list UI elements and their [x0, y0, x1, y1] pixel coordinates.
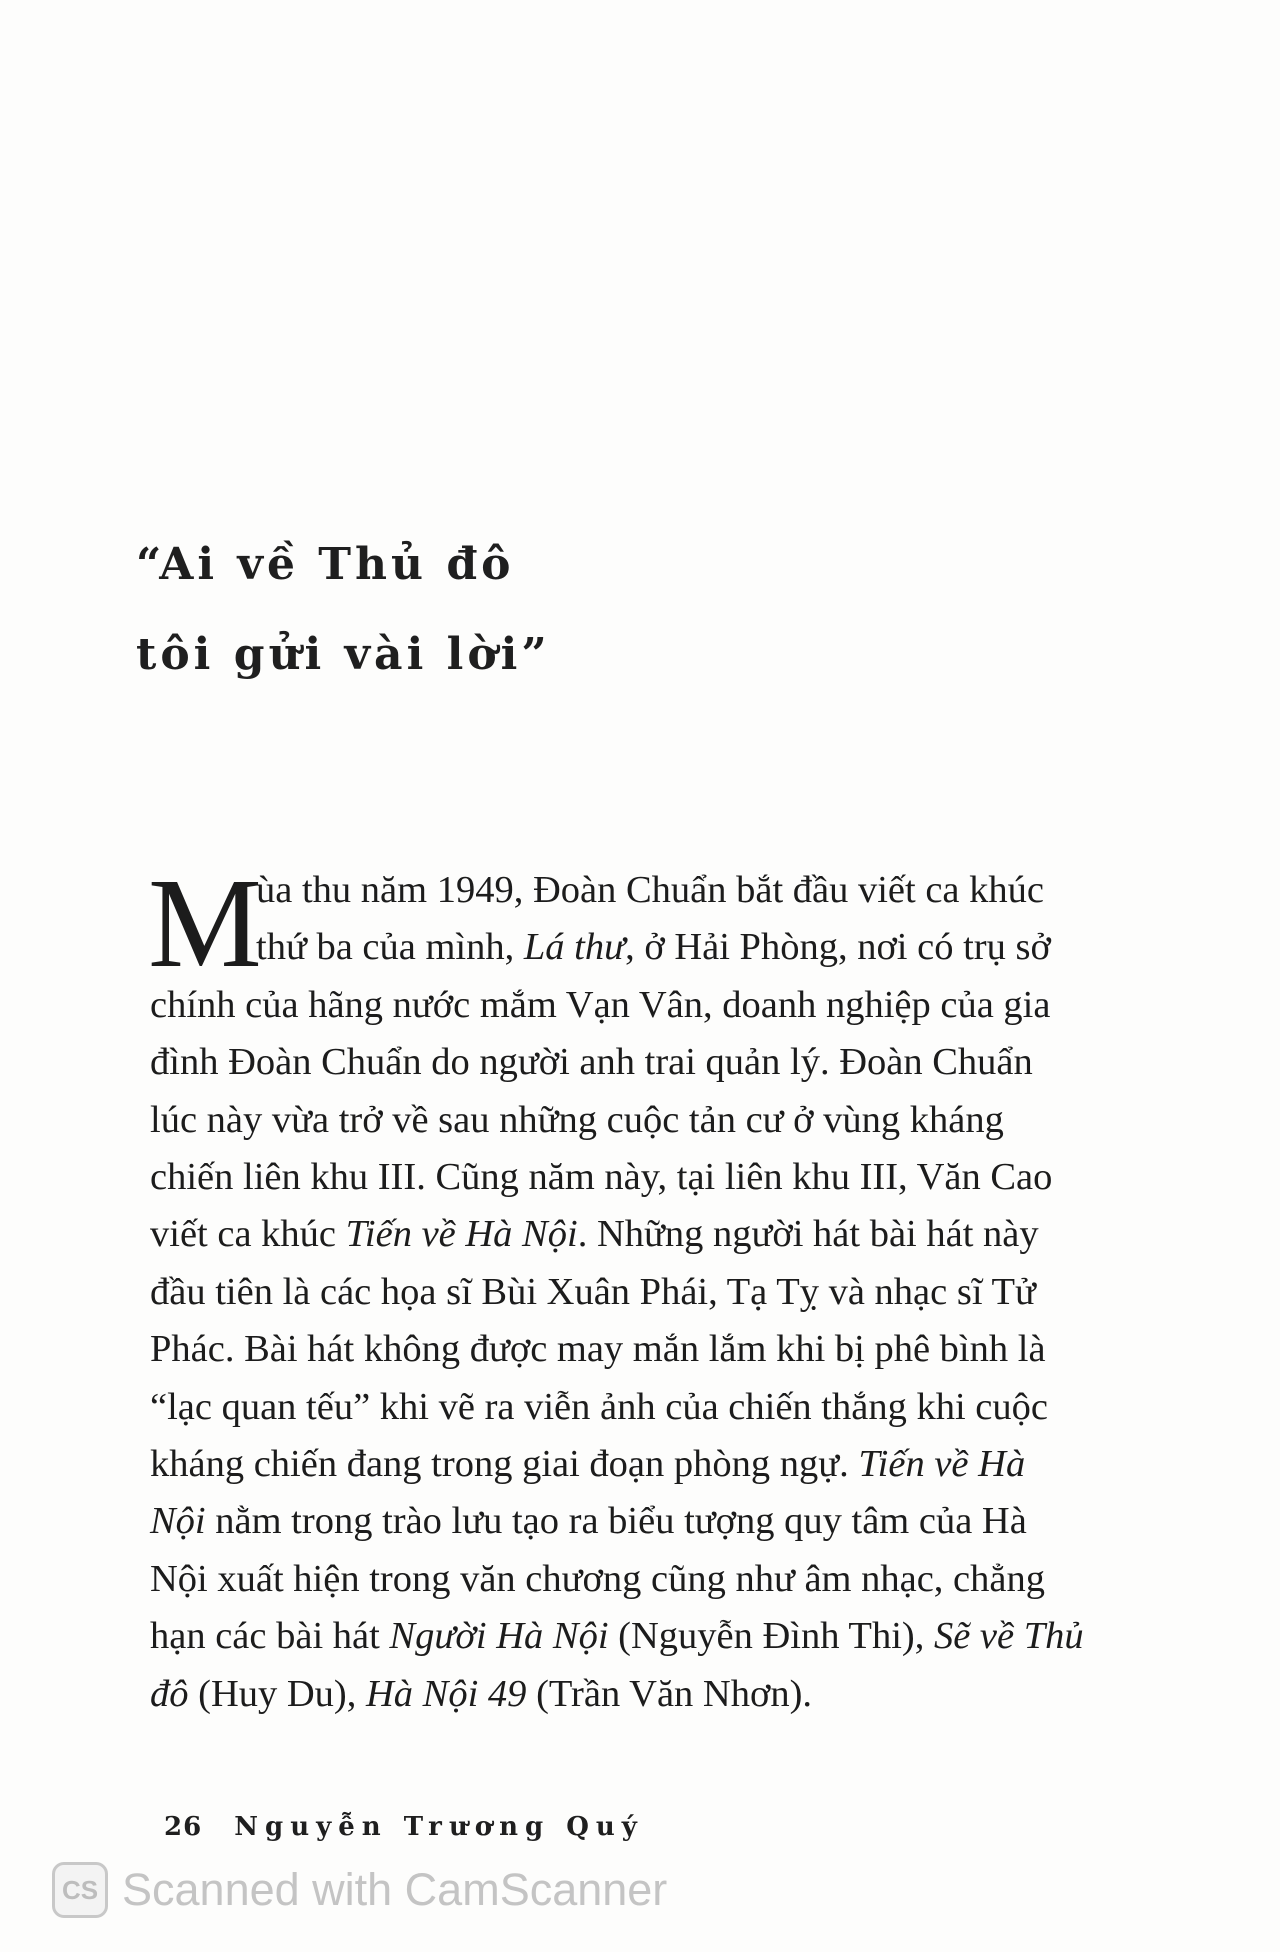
song-title-se-ve-thu-do-b: đô [150, 1672, 189, 1715]
body-line-6: chiến liên khu III. Cũng năm này, tại liên khu III, Văn Cao [150, 1156, 1053, 1199]
song-title-ha-noi-49: Hà Nội 49 [366, 1672, 527, 1715]
body-line-11: kháng chiến đang trong giai đoạn phòng ngự. Tiến về Hà [150, 1443, 1026, 1486]
camscanner-logo-icon: CS [52, 1862, 108, 1918]
author-name: Nguyễn Trương Quý [234, 1812, 644, 1842]
song-title-tien-ve-ha-noi: Tiến về Hà Nội [345, 1213, 578, 1256]
page-footer [164, 1812, 644, 1842]
page-number: 26 [164, 1812, 203, 1842]
song-title-se-ve-thu-do-a: Sẽ về Thủ [933, 1615, 1084, 1658]
song-title-tien-ve-ha-noi-2b: Nội [150, 1500, 206, 1543]
body-line-2: thứ ba của mình, Lá thư, ở Hải Phòng, nơi có trụ sở [256, 926, 1051, 969]
body-line-13: Nội xuất hiện trong văn chương cũng như âm nhạc, chẳng [150, 1557, 1045, 1600]
body-line-12: Nội nằm trong trào lưu tạo ra biểu tượng quy tâm của Hà [150, 1500, 1027, 1543]
drop-cap: M [148, 852, 262, 994]
chapter-title-line-1: “Ai về Thủ đô [136, 539, 515, 590]
body-line-14: hạn các bài hát Người Hà Nội (Nguyễn Đình Thi), Sẽ về Thủ [150, 1615, 1084, 1658]
body-line-15: đô (Huy Du), Hà Nội 49 (Trần Văn Nhơn). [150, 1672, 813, 1715]
body-line-7: viết ca khúc Tiến về Hà Nội. Những người hát bài hát này [150, 1213, 1039, 1256]
song-title-tien-ve-ha-noi-2a: Tiến về Hà [858, 1443, 1026, 1486]
body-line-1: ùa thu năm 1949, Đoàn Chuẩn bắt đầu viết ca khúc [256, 869, 1044, 911]
body-line-8: đầu tiên là các họa sĩ Bùi Xuân Phái, Tạ Tỵ và nhạc sĩ Tử [150, 1270, 1036, 1313]
camscanner-watermark [52, 1858, 667, 1922]
song-title-la-thu: Lá thư [523, 926, 626, 969]
chapter-title [136, 520, 551, 700]
chapter-title-line-2: tôi gửi vài lời” [136, 629, 551, 680]
watermark-text: Scanned with CamScanner [122, 1864, 668, 1915]
body-line-9: Phác. Bài hát không được may mắn lắm khi bị phê bình là [150, 1328, 1046, 1371]
body-line-5: lúc này vừa trở về sau những cuộc tản cư ở vùng kháng [150, 1098, 1004, 1141]
body-line-3: chính của hãng nước mắm Vạn Vân, doanh nghiệp của gia [150, 983, 1051, 1026]
body-line-10: “lạc quan tếu” khi vẽ ra viễn ảnh của chiến thắng khi cuộc [150, 1385, 1048, 1428]
song-title-nguoi-ha-noi: Người Hà Nội [389, 1615, 609, 1658]
body-paragraph [148, 852, 1152, 1723]
body-line-4: đình Đoàn Chuẩn do người anh trai quản lý. Đoàn Chuẩn [150, 1041, 1033, 1084]
